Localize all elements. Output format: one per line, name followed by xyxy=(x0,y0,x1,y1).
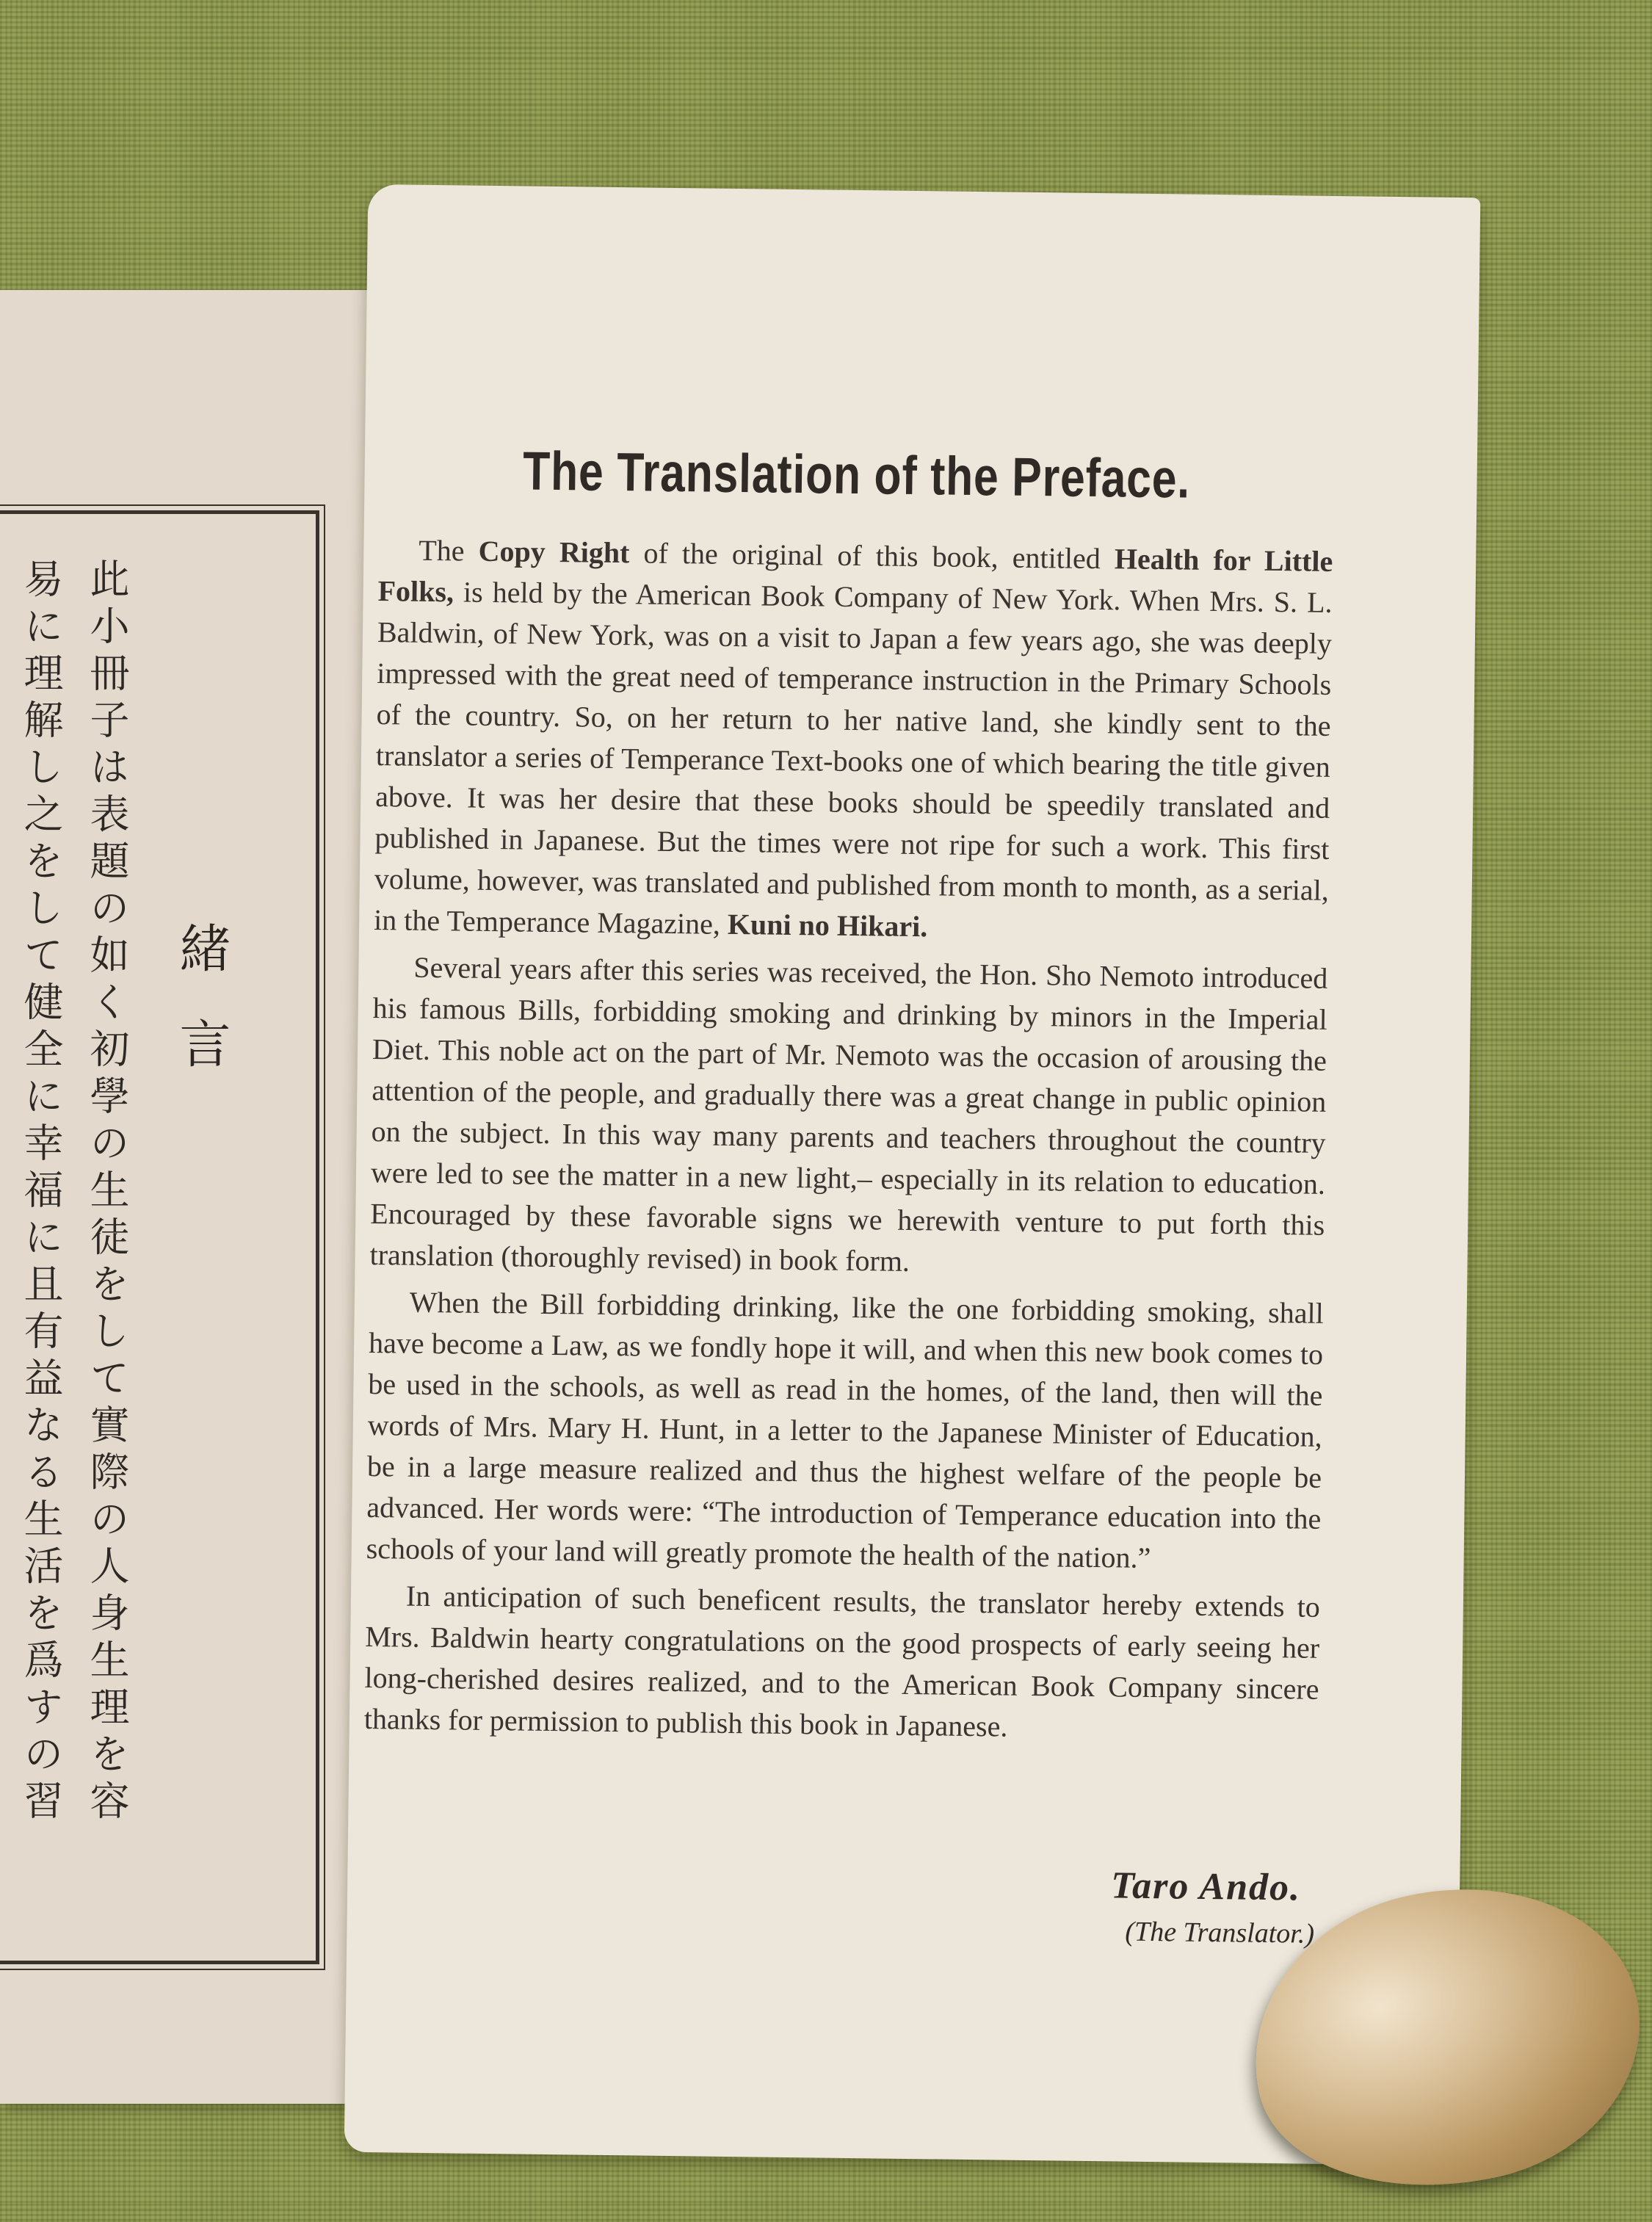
bold-phrase-copy-right: Copy Right xyxy=(478,534,630,570)
preface-paragraph-2: Several years after this series was received, the Hon. Sho Nemoto introduced his famous Bills, forbidding smoking and drinking by minors in the Imperial Diet. This noble act on the part of Mr. Nemoto was the occasion of arousing the attention of the people, and gradually there was a great change in public opinion on the subject. In this way many parents and teachers throughout the country were led to see the matter in a new light,– especially in its relation to education. Encouraged by these favorable signs we herewith venture to put forth this translation (thoroughly revised) in book form. xyxy=(369,950,1328,1278)
preface-paragraph-3: When the Bill forbidding drinking, like the one forbidding smoking, shall have become a Law, as we fondly hope it will, and when this new book comes to be used in the schools, as well as read in the homes, of the land, then will the words of Mrs. Mary H. Hunt, in a letter to the Japanese Minister of Education, be in a large measure realized and thus the highest welfare of the people be advanced. Her words were: “The introduction of Temperance education into the schools of your land will greatly promote the health of the nation.” xyxy=(366,1285,1325,1575)
signature-role: (The Translator.) xyxy=(1125,1916,1315,1950)
preface-paragraph-4: In anticipation of such beneficent results, the translator hereby extends to Mrs. Baldwin hearty congratulations on the good prospects of early seeing her long-cherished desires realized, and to the American Book Company sincere thanks for permission to publish this book in Japanese. xyxy=(363,1579,1321,1743)
bold-phrase-book-title: Health for Little Folks, xyxy=(377,542,1333,609)
japanese-text-column-1: 此小冊子は表題の如く初學の生徒をして實際の人身生理を容 xyxy=(84,558,130,1827)
page-title: The Translation of the Preface. xyxy=(522,440,1191,510)
japanese-text-frame xyxy=(0,510,319,1964)
preface-paragraph-1: The Copy Right of the original of this book, entitled Health for Little Folks, is held by the American Book Company of New York. When Mrs. S. L. Baldwin, of New York, was on a visit to Japan a few years ago, she was deeply impressed with the great need of temperance instruction in the Primary Schools of the country. So, on her return to her native land, she kindly sent to the translator a series of Temperance Text-books one of which bearing the title given above. It was her desire that these books should be speedily translated and published in Japanese. But the times were not ripe for such a work. This first volume, however, was translated and published from month to month, as a serial, in the Temperance Magazine, Kuni no Hikari. xyxy=(373,533,1333,944)
japanese-heading: 緒言 xyxy=(171,922,231,1112)
signature-name: Taro Ando. xyxy=(1110,1864,1302,1909)
preface-content xyxy=(363,438,1334,1757)
right-book-page xyxy=(344,184,1481,2165)
bold-phrase-magazine: Kuni no Hikari. xyxy=(727,907,928,944)
japanese-text-column-2: 易に理解し之をして健全に幸福に且有益なる生活を爲すの習 xyxy=(18,558,64,1827)
